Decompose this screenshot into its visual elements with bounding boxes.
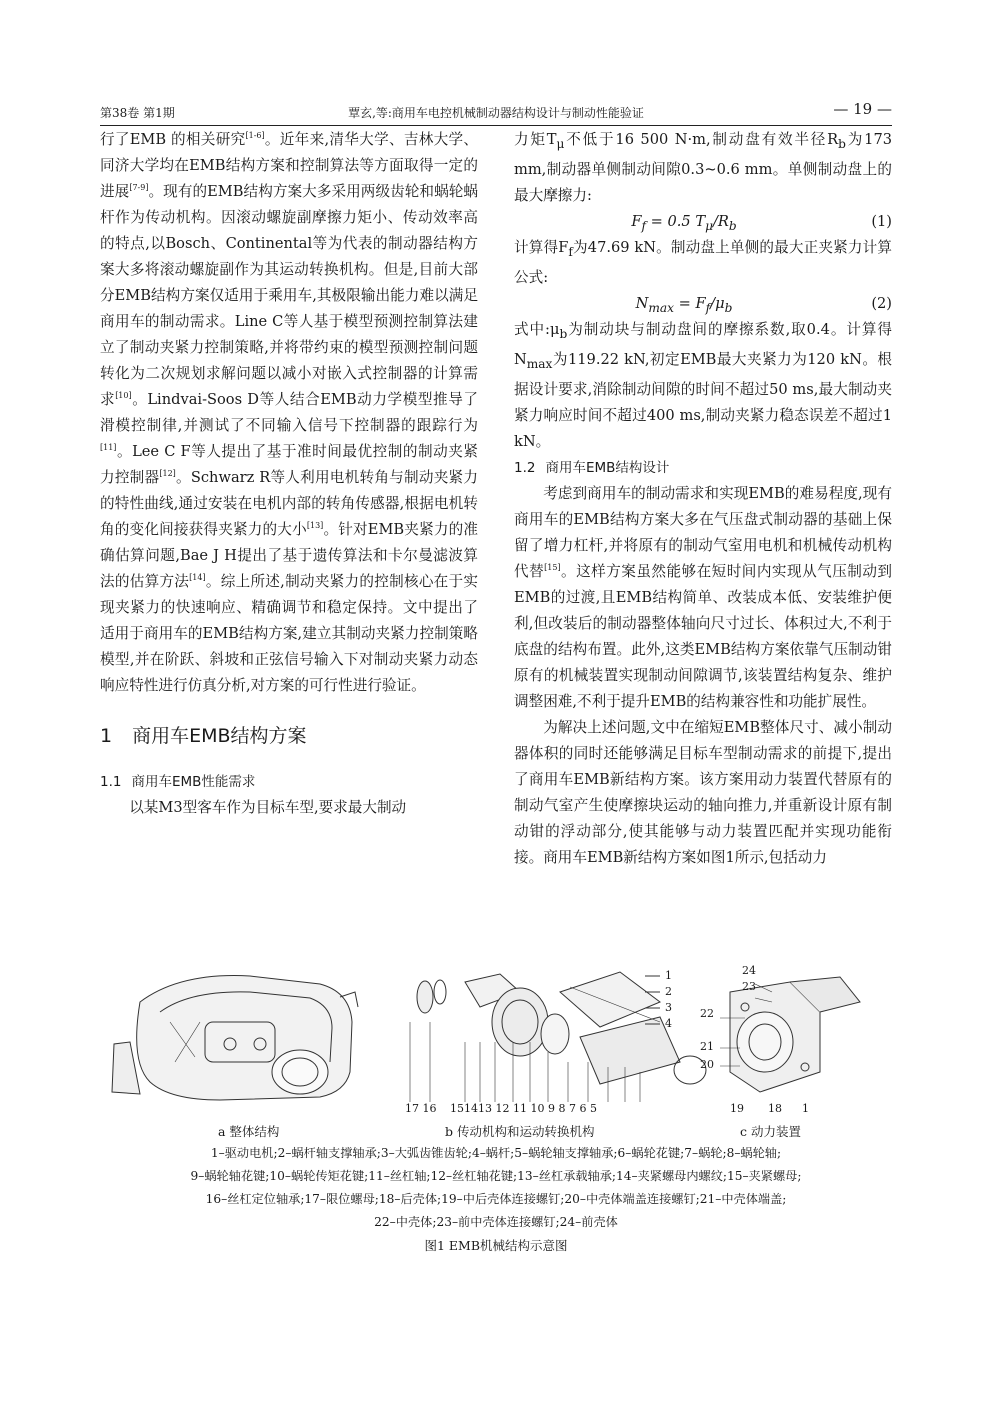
callout-label: 18	[768, 1102, 782, 1115]
legend-line: 16–丝杠定位轴承;17–限位螺母;18–后壳体;19–中后壳体连接螺钉;20–中壳体端盖连接螺钉;21–中壳体端盖;	[205, 1192, 787, 1206]
citation: [7-9]	[129, 183, 149, 193]
equation-number: (1)	[871, 212, 892, 230]
figure-b-bottom-labels	[405, 1102, 597, 1115]
equation-number: (2)	[871, 294, 892, 312]
right-paragraph-1: 力矩$T_\mu$不低于16 500 N·m,制动盘有效半径$R_b$为173 mm,制动器单侧制动间隙0.3~0.6 mm。单侧制动盘上的最大摩擦力:	[514, 131, 893, 204]
legend-line: 22–中壳体;23–前中壳体连接螺钉;24–前壳体	[374, 1215, 618, 1229]
callout-label: 6	[579, 1102, 587, 1115]
left-column	[100, 127, 478, 821]
callout-label: 7	[569, 1102, 576, 1115]
equation-2: $N_{max} = F_f/\mu_b$ (2)	[514, 291, 892, 317]
callout-label: 15	[450, 1102, 464, 1115]
right-paragraph-2: 计算得$F_f$为47.69 kN。制动盘上单侧的最大正夹紧力计算公式:	[514, 238, 892, 286]
callout-label: 9	[548, 1102, 555, 1115]
left-paragraph-2: 以某M3型客车作为目标车型,要求最大制动	[129, 799, 407, 816]
callout-label: 22	[700, 1007, 714, 1020]
subsection-heading: 1.1 商用车EMB性能需求	[100, 774, 256, 790]
callout-label: 2	[665, 985, 672, 998]
figure-title: 图1 EMB机械结构示意图	[424, 1238, 568, 1253]
callout-label: 16	[422, 1102, 437, 1115]
figure-c-labels	[700, 962, 890, 1122]
citation: [11]	[100, 443, 117, 453]
figure-b-transmission-drawing	[410, 972, 706, 1102]
right-column	[514, 127, 892, 871]
callout-label: 19	[730, 1102, 744, 1115]
callout-label: 12	[495, 1102, 510, 1115]
journal-volume: 第38卷 第1期	[100, 106, 175, 120]
subcaption-c: c 动力装置	[740, 1124, 801, 1139]
callout-label: 4	[665, 1017, 672, 1030]
callout-label: 23	[742, 980, 756, 993]
callout-label: 8	[558, 1102, 566, 1115]
header-rule	[100, 125, 892, 126]
right-paragraph-4: 考虑到商用车的制动需求和实现EMB的难易程度,现有商用车的EMB结构方案大多在气压盘式制动器的基础上保留了增力杠杆,并将原有的制动气室用电机和机械传动机构代替[15]。这样方案虽然能够在短时间内实现从气压制动到EMB的过渡,且EMB结构简单、改装成本低、安装维护便利,但改装后的制动器整体轴向尺寸过长、体积过大,不利于底盘的结构布置。此外,这类EMB结构方案依靠气压制动钳原有的机械装置实现制动间隙调节,该装置结构复杂、维护调整困难,不利于提升EMB的结构兼容性和功能扩展性。	[514, 484, 892, 710]
citation: [14]	[189, 573, 206, 583]
callout-label: 1	[665, 969, 672, 982]
figure-1	[100, 962, 892, 1122]
subcaption-a: a 整体结构	[218, 1124, 280, 1139]
figure-a-caliper-drawing	[112, 976, 358, 1100]
callout-label: 14	[464, 1102, 478, 1115]
figure-b-top-labels	[665, 968, 672, 1032]
subcaption-b: b 传动机构和运动转换机构	[445, 1124, 595, 1139]
running-header	[100, 98, 892, 122]
equation-1: $F_f = 0.5$ $T_\mu/R_b$ (1)	[514, 209, 892, 235]
legend-line: 9–蜗轮轴花键;10–蜗轮传矩花键;11–丝杠轴;12–丝杠轴花键;13–丝杠承载轴承;14–夹紧螺母内螺纹;15–夹紧螺母;	[190, 1169, 802, 1183]
right-paragraph-3: 式中$:\mu_b$为制动块与制动盘间的摩擦系数,取0.4。计算得$N_{max}$为119.22 kN,初定EMB最大夹紧力为120 kN。根据设计要求,消除制动间隙的时间不超过50 ms,最大制动夹紧力响应时间不超过400 ms,制动夹紧力稳态误差不超过1 kN。	[514, 320, 892, 450]
citation: [12]	[159, 469, 176, 479]
right-paragraph-5: 为解决上述问题,文中在缩短EMB整体尺寸、减小制动器体积的同时还能够满足目标车型制动需求的前提下,提出了商用车EMB新结构方案。该方案用动力装置代替原有的制动气室产生使摩擦块运动的轴向推力,并重新设计原有制动钳的浮动部分,使其能够与动力装置匹配并实现功能衔接。商用车EMB新结构方案如图1所示,包括动力	[514, 718, 892, 866]
legend-line: 1–驱动电机;2–蜗杆轴支撑轴承;3–大弧齿锥齿轮;4–蜗杆;5–蜗轮轴支撑轴承;6–蜗轮花键;7–蜗轮;8–蜗轮轴;	[210, 1146, 782, 1160]
left-paragraph-1: 行了EMB 的相关研究[1-6]。近年来,清华大学、吉林大学、同济大学均在EMB结构方案和控制算法等方面取得一定的进展[7-9]。现有的EMB结构方案大多采用两级齿轮和蜗轮蜗杆作为传动机构。因滚动螺旋副摩擦力矩小、传动效率高的特点,以Bosch、Continental等为代表的制动器结构方案大多将滚动螺旋副作为其运动转换机构。但是,目前大部分EMB结构方案仅适用于乘用车,其极限输出能力难以满足商用车的制动需求。Line C等人基于模型预测控制算法建立了制动夹紧力控制策略,并将带约束的模型预测控制问题转化为二次规划求解问题以减小对嵌入式控制器的计算需求[10]。Lindvai-Soos D等人结合EMB动力学模型推导了滑模控制律,并测试了不同输入信号下控制器的跟踪行为[11]。Lee C F等人提出了基于准时间最优控制的制动夹紧力控制器[12]。Schwarz R等人利用电机转角与制动夹紧力的特性曲线,通过安装在电机内部的转角传感器,根据电机转角的变化间接获得夹紧力的大小[13]。针对EMB夹紧力的准确估算问题,Bae J H提出了基于遗传算法和卡尔曼滤波算法的估算方法[14]。综上所述,制动夹紧力的控制核心在于实现夹紧力的快速响应、精确调节和稳定保持。文中提出了适用于商用车的EMB结构方案,建立其制动夹紧力控制策略模型,并在阶跃、斜坡和正弦信号输入下对制动夹紧力动态响应特性进行仿真分析,对方案的可行性进行验证。	[100, 131, 478, 694]
page-number: — 19 —	[833, 100, 892, 118]
callout-label: 17	[405, 1102, 419, 1115]
callout-label: 10	[530, 1102, 545, 1115]
citation: [10]	[115, 391, 132, 401]
citation: [13]	[306, 521, 324, 531]
callout-label: 24	[742, 964, 756, 977]
running-title: 覃玄,等:商用车电控机械制动器结构设计与制动性能验证	[348, 106, 644, 120]
section-heading: 1 商用车EMB结构方案	[100, 725, 307, 747]
citation: [15]	[544, 562, 561, 572]
callout-label: 20	[700, 1058, 714, 1071]
callout-label: 1	[802, 1102, 809, 1115]
citation: [1-6]	[245, 131, 265, 141]
subsection-heading: 1.2 商用车EMB结构设计	[514, 459, 670, 476]
callout-label: 21	[700, 1040, 714, 1053]
callout-label: 11	[513, 1102, 527, 1115]
callout-label: 3	[665, 1001, 672, 1014]
callout-label: 13	[478, 1102, 492, 1115]
figure-legend	[100, 1142, 892, 1257]
callout-label: 5	[590, 1102, 597, 1115]
